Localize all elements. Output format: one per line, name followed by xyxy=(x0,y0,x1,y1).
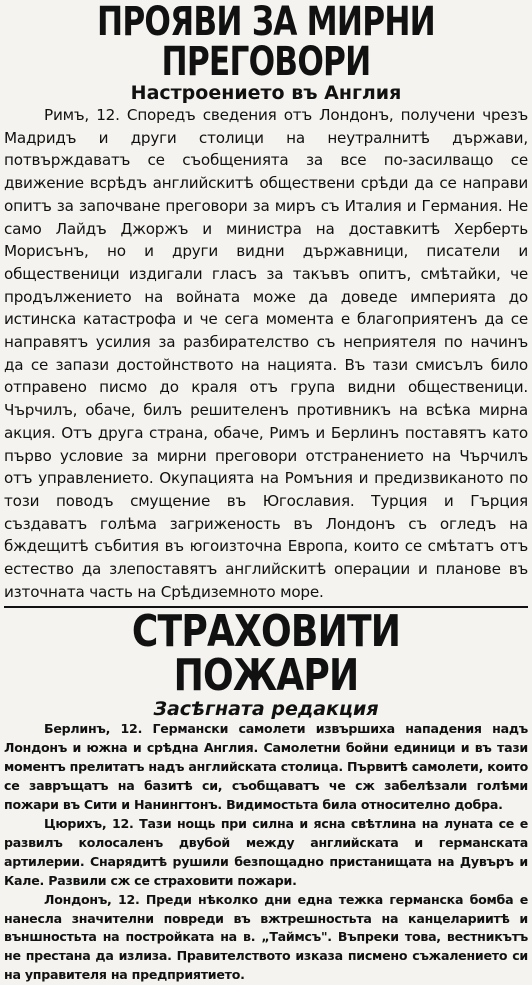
subheadline-mood-in-england: Настроението въ Англия xyxy=(130,82,402,104)
article-paragraph: Цюрихъ, 12. Тази нощь при силна и ясна свѣтлина на луната се е развилъ колосаленъ двубой между английската и германската артилерии. Снарядитѣ рушили безпощадно пристанищата на Дувъръ и Кале. Развили сж се страховити пожари. xyxy=(4,816,528,888)
article-paragraph: Римъ, 12. Споредъ сведения отъ Лондонъ, получени чрезъ Мадридъ и други столици на неутралнитѣ държави, потвърждаватъ се съобщенията за все по-засилващо се движение всрѣдъ английскитѣ обществени срѣди да се направи опитъ за започване преговори за миръ съ Италия и Германия. Не само Лайдъ Джоржъ и министра на доставкитѣ Херберть Морисънъ, но и други видни държавници, писатели и общественици издигали гласъ за такъвъ опитъ, смѣтайки, че продължението на войната може да доведе империята до истинска катастрофа и че сега момента е благоприятенъ да се направятъ усилия за разбирателство съ неприятеля по начинъ да се запази достойнството на нацията. Въ тази смисълъ било отправено писмо до краля отъ група видни общественици. Чърчилъ, обаче, билъ решителенъ противникъ на всѣка мирна акция. Отъ друга страна, обаче, Римъ и Берлинъ поставятъ като първо условие за мирни преговори отстранението на Чърчилъ отъ управлението. Окупацията на Ромъния и предизвиканото по този поводъ смущение въ Югославия. Турция и Гърция създаватъ голѣма загриженость въ Лондонъ съ огледъ на бждещитѣ събития въ югоизточна Европа, които се смѣтатъ отъ естество да злепоставятъ английскитѣ операции и планове въ източната часть на Срѣдиземното море. xyxy=(4,106,528,601)
article-fires xyxy=(4,606,528,985)
subheadline-editorial-office-hit: Засѣгната редакция xyxy=(153,698,379,721)
article-paragraph: Берлинъ, 12. Германски самолети извършиха нападения надъ Лондонъ и южна и срѣдна Англия. Самолетни бойни единици и въ тази моментъ прелитатъ надъ английската столица. Първитѣ самолети, които се завръщатъ на базитѣ си, съобщаватъ че сж забелѣзали голѣми пожари въ Сити и Нанингтонъ. Видимостьта била относително добра. xyxy=(4,721,528,813)
article-peace-talks xyxy=(4,0,528,603)
headline-peace-talks: ПРОЯВИ ЗА МИРНИ ПРЕГОВОРИ xyxy=(96,0,436,85)
headline-fires: СТРАХОВИТИ ПОЖАРИ xyxy=(131,606,401,702)
article-paragraph: Лондонъ, 12. Преди нѣколко дни една тежка германска бомба е нанесла значителни повреди въ вжтрешностьта на канцелариитѣ и външностьта на постройката на в. „Таймсъ". Въпреки това, вестникътъ не престана да излиза. Правителството изказа писмено съжалението си на управителя на предприятието. xyxy=(4,891,528,983)
